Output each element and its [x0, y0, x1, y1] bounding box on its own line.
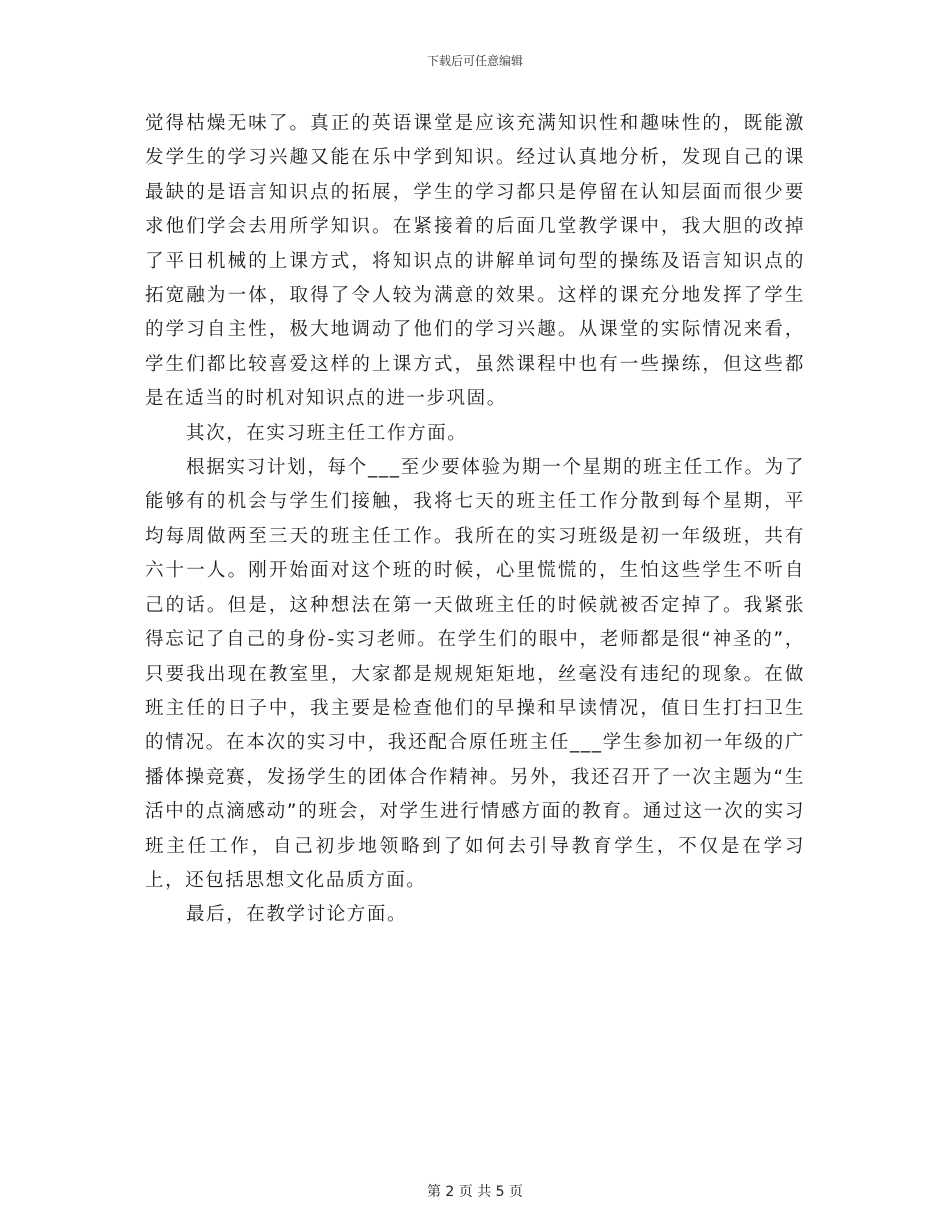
paragraph-1: 觉得枯燥无味了。真正的英语课堂是应该充满知识性和趣味性的，既能激发学生的学习兴趣又能在乐中学到知识。经过认真地分析，发现自己的课最缺的是语言知识点的拓展，学生的学习都只是停留在认知层面而很少要求他们学会去用所学知识。在紧接着的后面几堂教学课中，我大胆的改掉了平日机械的上课方式，将知识点的讲解单词句型的操练及语言知识点的拓宽融为一体，取得了令人较为满意的效果。这样的课充分地发挥了学生的学习自主性，极大地调动了他们的学习兴趣。从课堂的实际情况来看，学生们都比较喜爱这样的上课方式，虽然课程中也有一些操练，但这些都是在适当的时机对知识点的进一步巩固。 [145, 113, 805, 410]
paragraph-4: 最后，在教学讨论方面。 [186, 904, 408, 926]
page-header: 下载后可任意编辑 [426, 54, 523, 68]
paragraph-2: 其次，在实习班主任工作方面。 [186, 422, 468, 444]
paragraph-3: 根据实习计划，每个___至少要体验为期一个星期的班主任工作。为了能够有的机会与学生们接触，我将七天的班主任工作分散到每个星期，平均每周做两至三天的班主任工作。我所在的实习班级是初一年级班，共有六十一人。刚开始面对这个班的时候，心里慌慌的，生怕这些学生不听自己的话。但是，这种想法在第一天做班主任的时候就被否定掉了。我紧张得忘记了自己的身份-实习老师。在学生们的眼中，老师都是很“神圣的”，只要我出现在教室里，大家都是规规矩矩地，丝毫没有违纪的现象。在做班主任的日子中，我主要是检查他们的早操和早读情况，值日生打扫卫生的情况。在本次的实习中，我还配合原任班主任___学生参加初一年级的广播体操竞赛，发扬学生的团体合作精神。另外，我还召开了一次主题为“生活中的点滴感动”的班会，对学生进行情感方面的教育。通过这一次的实习班主任工作，自己初步地领略到了如何去引导教育学生，不仅是在学习上，还包括思想文化品质方面。 [145, 457, 805, 891]
page-footer: 第 2 页 共 5 页 [426, 1184, 524, 1200]
document-body [145, 107, 805, 933]
